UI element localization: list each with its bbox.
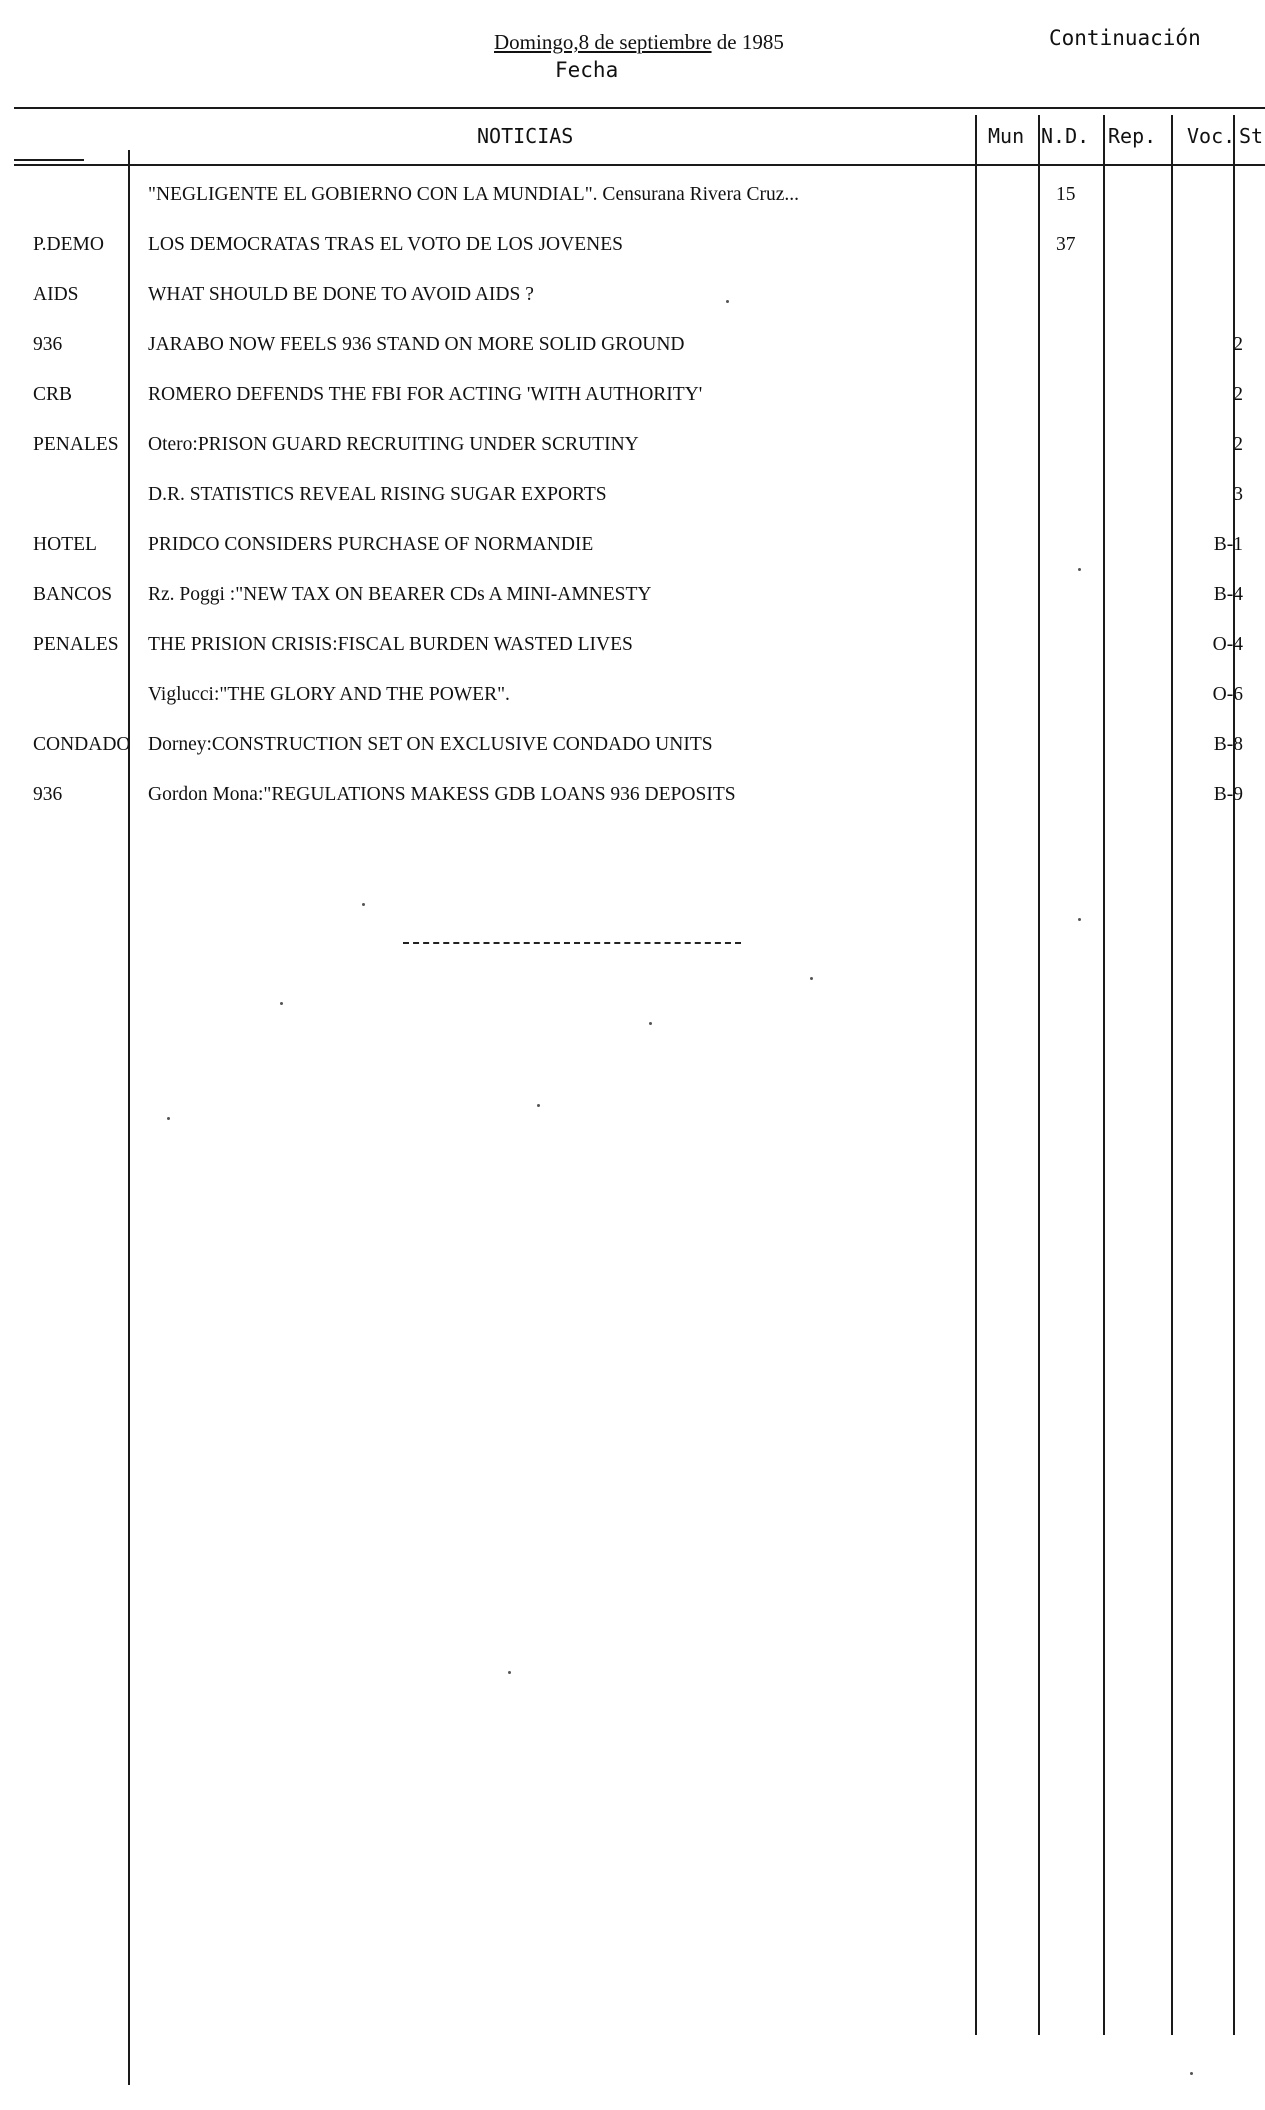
headline: WHAT SHOULD BE DONE TO AVOID AIDS ?	[148, 284, 534, 305]
page-ref: 3	[1233, 484, 1243, 505]
scan-speck	[280, 1002, 283, 1005]
section-code: AIDS	[33, 284, 79, 305]
news-row	[0, 734, 1265, 782]
news-row	[0, 334, 1265, 382]
news-row	[0, 784, 1265, 832]
column-header-voc: Voc.	[1187, 124, 1236, 148]
headline: LOS DEMOCRATAS TRAS EL VOTO DE LOS JOVENES	[148, 234, 623, 255]
headline: ROMERO DEFENDS THE FBI FOR ACTING 'WITH AUTHORITY'	[148, 384, 703, 405]
headline: THE PRISION CRISIS:FISCAL BURDEN WASTED LIVES	[148, 634, 633, 655]
page-ref: 2	[1233, 334, 1243, 355]
news-row	[0, 634, 1265, 682]
date-year: de 1985	[711, 30, 784, 54]
nd-value: 37	[1056, 234, 1076, 255]
section-code: 936	[33, 784, 63, 805]
section-code: CONDADO	[33, 734, 131, 755]
page-ref: O-6	[1212, 684, 1243, 705]
scan-speck	[362, 903, 365, 906]
date-underlined: Domingo,8 de septiembre	[494, 30, 712, 54]
news-row	[0, 684, 1265, 732]
section-code: HOTEL	[33, 534, 97, 555]
end-of-list-rule	[403, 942, 741, 944]
scan-speck	[1190, 2072, 1193, 2075]
news-row	[0, 234, 1265, 282]
news-row	[0, 584, 1265, 632]
scan-speck	[726, 300, 729, 303]
page-ref: B-1	[1213, 534, 1243, 555]
section-code: PENALES	[33, 634, 119, 655]
header-bottom-rule	[14, 164, 1265, 166]
column-header-rep: Rep.	[1108, 124, 1157, 148]
section-code: 936	[33, 334, 63, 355]
scan-speck	[537, 1104, 540, 1107]
scan-speck	[1078, 918, 1081, 921]
headline: PRIDCO CONSIDERS PURCHASE OF NORMANDIE	[148, 534, 594, 555]
page-ref: B-9	[1213, 784, 1243, 805]
page-ref: B-4	[1213, 584, 1243, 605]
headline: Otero:PRISON GUARD RECRUITING UNDER SCRUTINY	[148, 434, 639, 455]
news-row	[0, 484, 1265, 532]
news-row	[0, 434, 1265, 482]
headline: Rz. Poggi :"NEW TAX ON BEARER CDs A MINI-AMNESTY	[148, 584, 652, 605]
news-row	[0, 284, 1265, 332]
section-code: P.DEMO	[33, 234, 104, 255]
column-header-mun: Mun	[988, 124, 1025, 148]
page-ref: B-8	[1213, 734, 1243, 755]
fecha-label: Fecha	[555, 58, 619, 82]
headline: "NEGLIGENTE EL GOBIERNO CON LA MUNDIAL". Censurana Rivera Cruz...	[148, 184, 799, 205]
section-code: PENALES	[33, 434, 119, 455]
page-ref: 2	[1233, 434, 1243, 455]
scan-speck	[508, 1671, 511, 1674]
news-row	[0, 534, 1265, 582]
date-line	[494, 30, 784, 55]
continuation-label: Continuación	[1049, 26, 1201, 50]
headline: Gordon Mona:"REGULATIONS MAKESS GDB LOANS 936 DEPOSITS	[148, 784, 736, 805]
headline: D.R. STATISTICS REVEAL RISING SUGAR EXPORTS	[148, 484, 607, 505]
section-code: BANCOS	[33, 584, 113, 605]
scan-speck	[167, 1117, 170, 1120]
scan-speck	[649, 1022, 652, 1025]
headline: Viglucci:"THE GLORY AND THE POWER".	[148, 684, 510, 705]
news-row	[0, 384, 1265, 432]
headline: JARABO NOW FEELS 936 STAND ON MORE SOLID GROUND	[148, 334, 685, 355]
page-ref: 2	[1233, 384, 1243, 405]
scan-speck	[1078, 568, 1081, 571]
nd-value: 15	[1056, 184, 1076, 205]
page-ref: O-4	[1212, 634, 1243, 655]
scan-speck	[810, 977, 813, 980]
header-top-rule	[14, 107, 1265, 109]
header-left-tick	[14, 159, 84, 161]
column-header-st: St	[1239, 124, 1264, 148]
column-header-noticias: NOTICIAS	[477, 124, 574, 148]
headline: Dorney:CONSTRUCTION SET ON EXCLUSIVE CONDADO UNITS	[148, 734, 713, 755]
section-code: CRB	[33, 384, 73, 405]
news-row	[0, 184, 1265, 232]
column-header-nd: N.D.	[1041, 124, 1090, 148]
